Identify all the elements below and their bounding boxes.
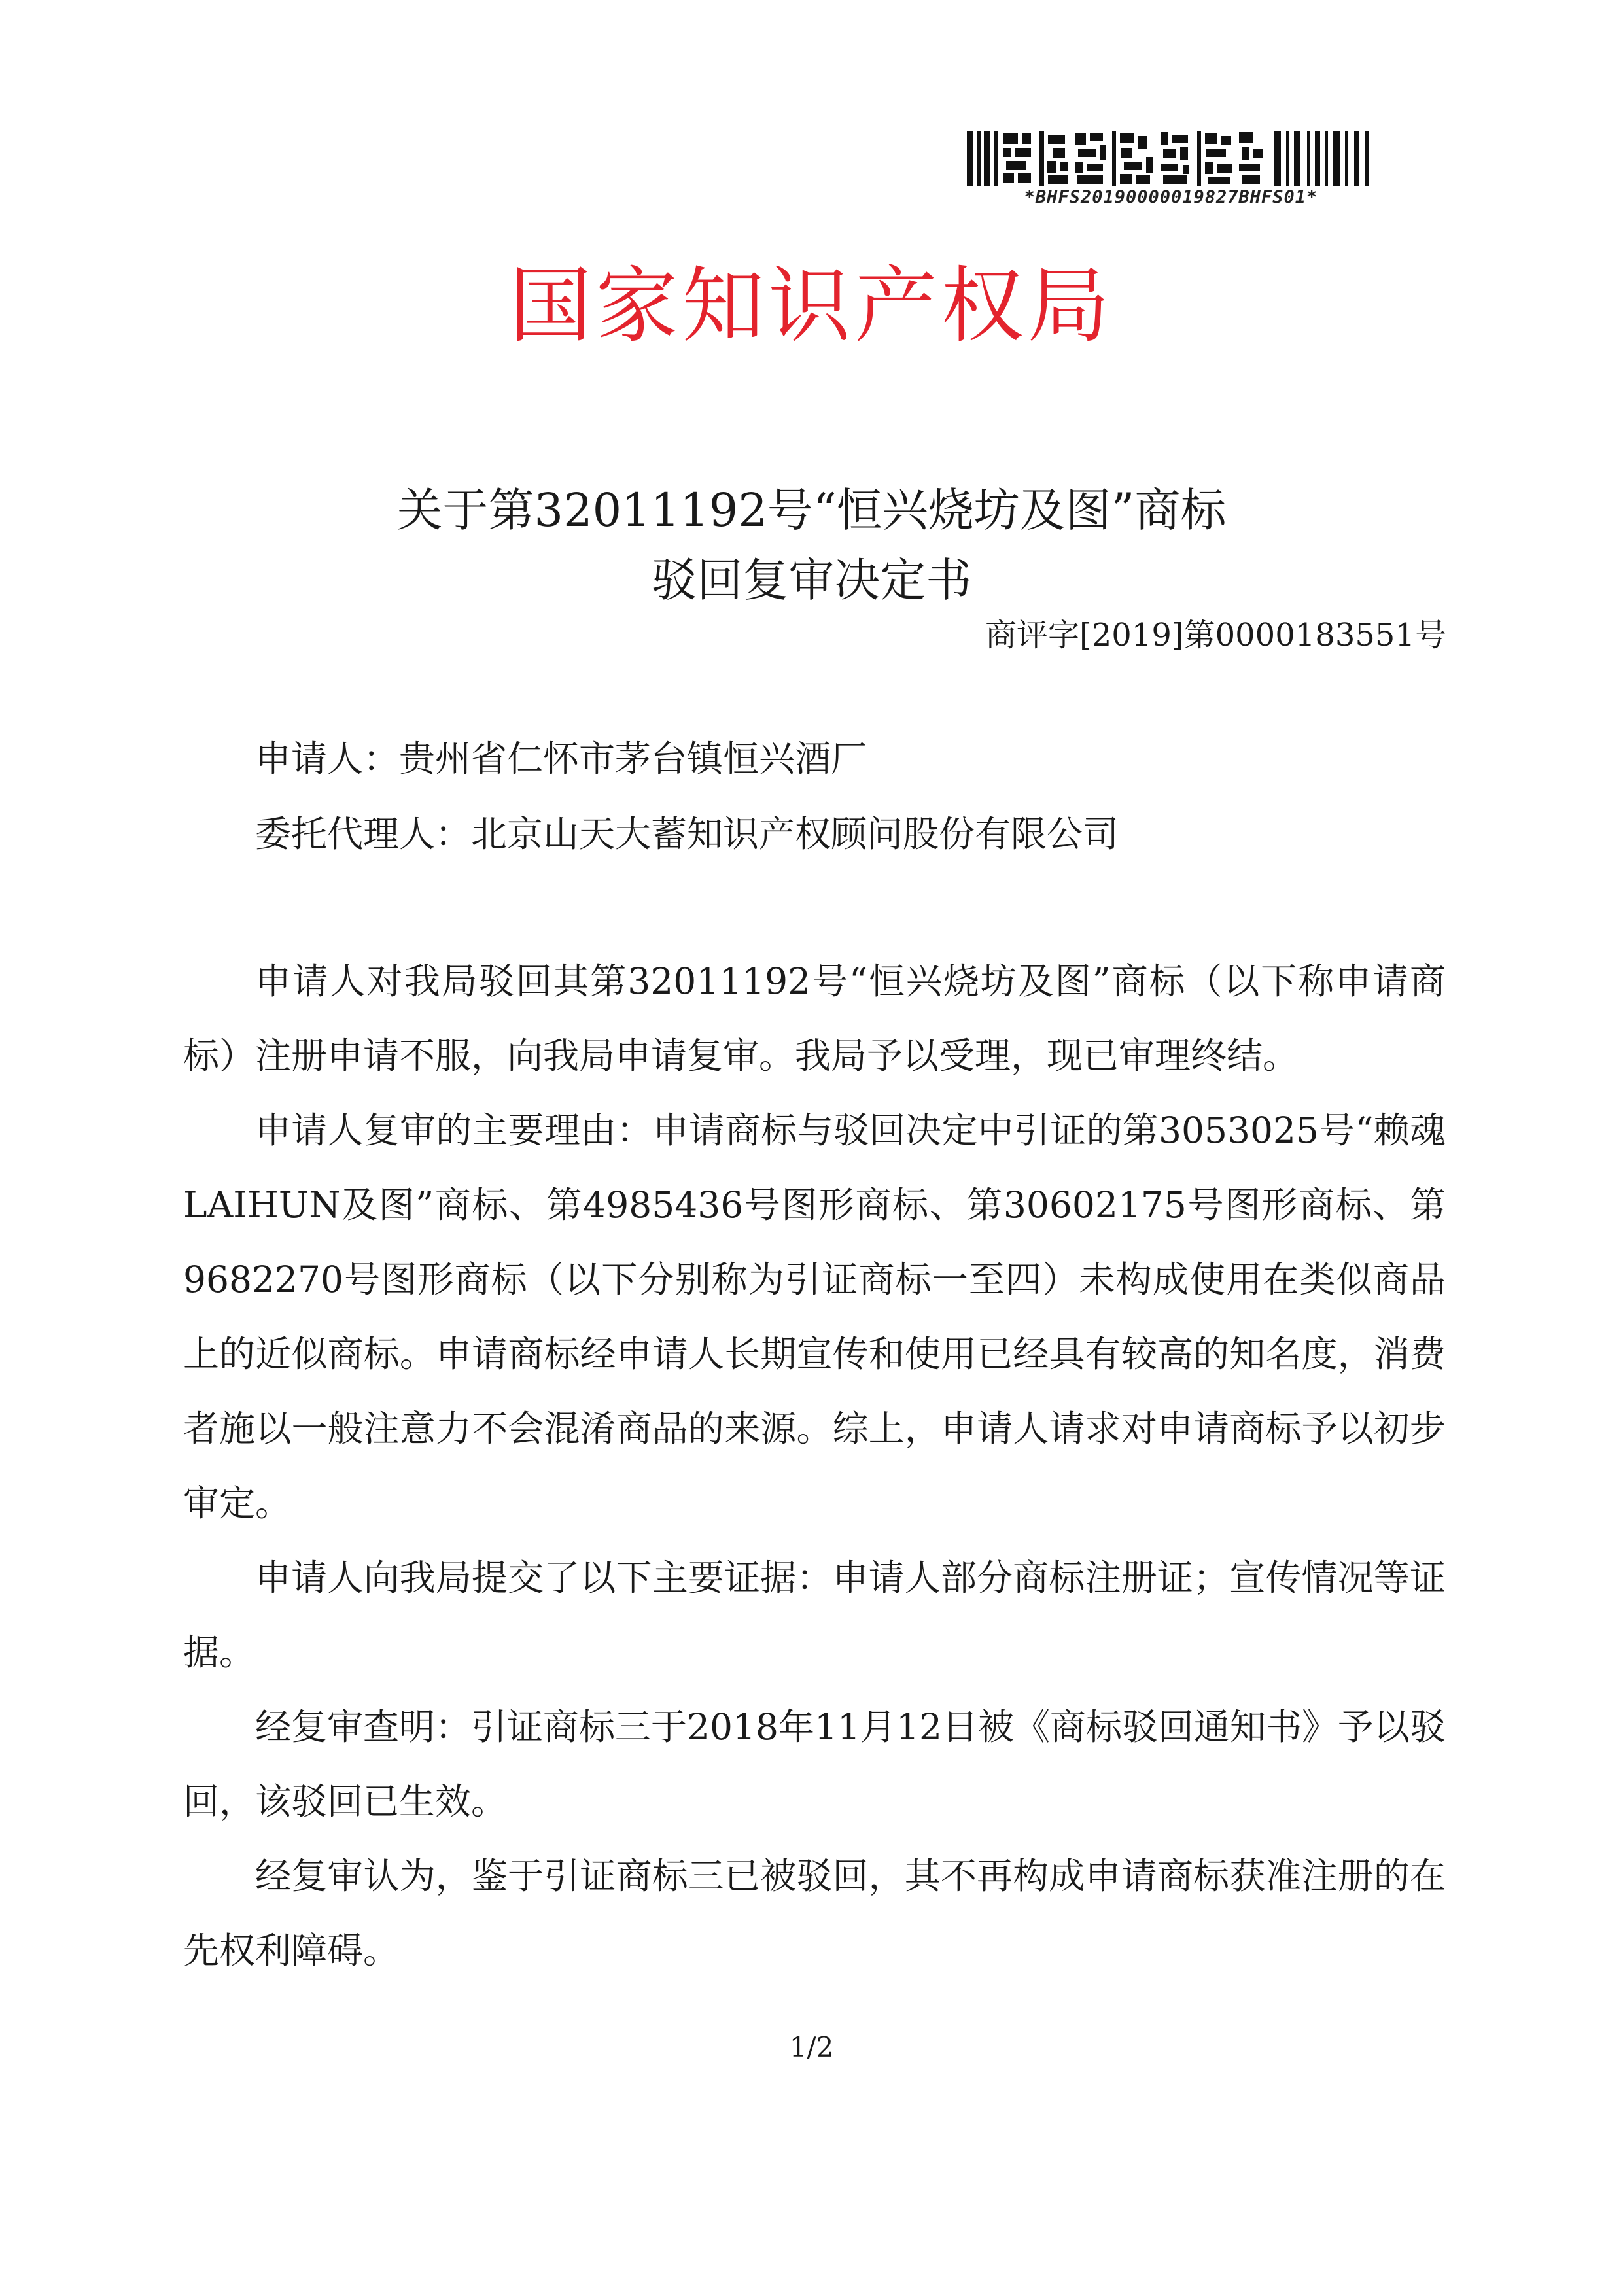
barcode-code-text: *BHFS20190000019827BHFS01* [1024,187,1318,207]
barcode-graphic [967,131,1372,186]
decision-body [183,944,1446,1988]
body-paragraph: 经复审认为，鉴于引证商标三已被驳回，其不再构成申请商标获准注册的在先权利障碍。 [183,1855,1446,1972]
body-paragraph: 申请人复审的主要理由：申请商标与驳回决定中引证的第3053025号“赖魂LAIHUN及图”商标、第4985436号图形商标、第30602175号图形商标、第9682270号图形商标（以下分别称为引证商标一至四）未构成使用在类似商品上的近似商标。申请商标经申请人长期宣传和使用已经具有较高的知名度，消费者施以一般注意力不会混淆商品的来源。综上，申请人请求对申请商标予以初步审定。 [183,1109,1446,1524]
page-number: 1/2 [789,2031,834,2063]
document-title-line1: 关于第32011192号“恒兴烧坊及图”商标 [396,483,1227,537]
body-paragraph: 申请人对我局驳回其第32011192号“恒兴烧坊及图”商标（以下称申请商标）注册申请不服，向我局申请复审。我局予以受理，现已审理终结。 [183,960,1446,1077]
agent-line: 委托代理人：北京山天大蓄知识产权顾问股份有限公司 [255,813,1119,855]
document-title-line2: 驳回复审决定书 [651,553,972,607]
agency-header: 国家知识产权局 [509,258,1114,354]
body-paragraph: 经复审查明：引证商标三于2018年11月12日被《商标驳回通知书》予以驳回，该驳回已生效。 [183,1706,1446,1822]
body-paragraph: 申请人向我局提交了以下主要证据：申请人部分商标注册证；宣传情况等证据。 [183,1557,1446,1673]
document-barcode [962,131,1380,216]
applicant-line: 申请人：贵州省仁怀市茅台镇恒兴酒厂 [255,738,867,780]
document-number: 商评字[2019]第0000183551号 [985,617,1446,653]
